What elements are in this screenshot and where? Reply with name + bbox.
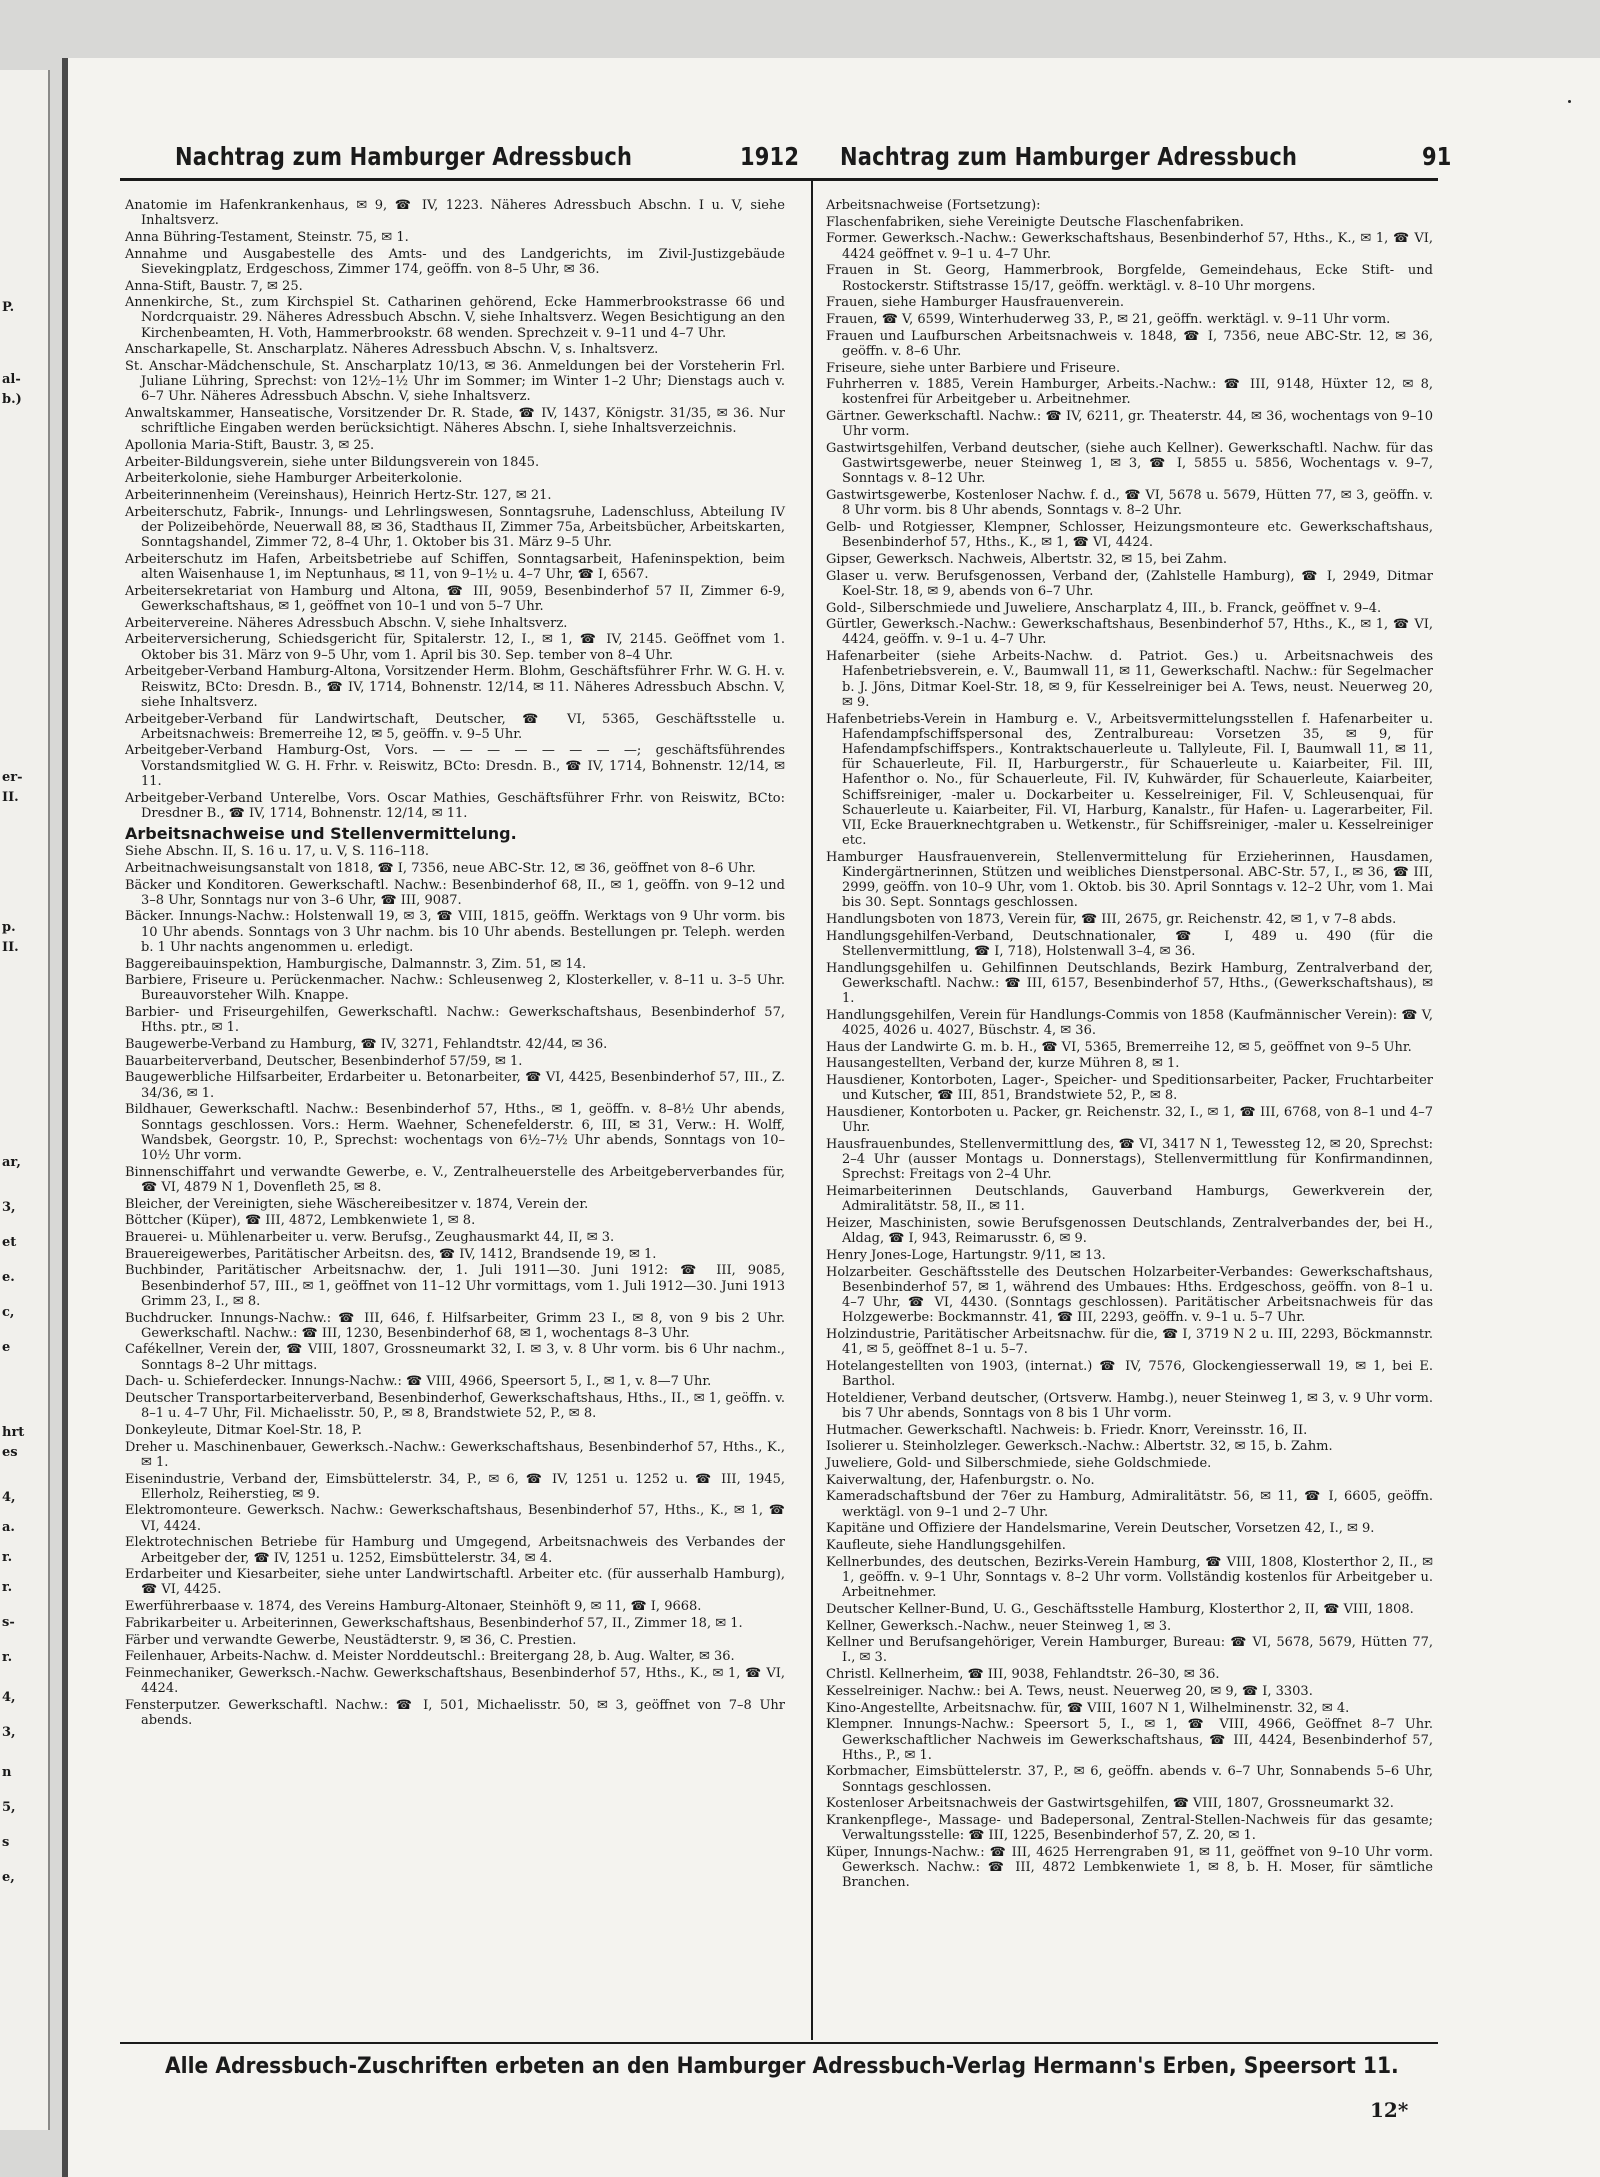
signature-mark: 12* bbox=[1370, 2098, 1409, 2122]
directory-entry: Eisenindustrie, Verband der, Eimsbüttelerstr. 34, P., ✉ 6, ☎ IV, 1251 u. 1252 u. ☎ III, 1945, Ellerholz, Reiherstieg, ✉ 9. bbox=[125, 1471, 785, 1502]
page-header bbox=[175, 86, 1452, 171]
directory-entry: Arbeitersekretariat von Hamburg und Altona, ☎ III, 9059, Besenbinderhof 57 II, Zimmer 6-9, Gewerkschaftshaus, ✉ 1, geöffnet von 10–1 und von 5–7 Uhr. bbox=[125, 583, 785, 615]
directory-entry: Arbeiterkolonie, siehe Hamburger Arbeiterkolonie. bbox=[125, 471, 463, 487]
directory-entry: Kameradschaftsbund der 76er zu Hamburg, Admiralitätstr. 56, ✉ 11, ☎ I, 6605, geöffn. werktägl. von 9–1 und 2–7 Uhr. bbox=[826, 1489, 1433, 1520]
directory-entry: Isolierer u. Steinholzleger. Gewerksch.-Nachw.: Albertstr. 32, ✉ 15, b. Zahm. bbox=[826, 1439, 1333, 1455]
directory-entry: Heimarbeiterinnen Deutschlands, Gauverband Hamburgs, Gewerkverein der, Admiralitätstr. 58, II., ✉ 11. bbox=[826, 1184, 1433, 1215]
directory-entry: Arbeitgeber-Verband Unterelbe, Vors. Oscar Mathies, Geschäftsführer Frhr. von Reiswitz, BCto: Dresdner B., ☎ IV, 1714, Bohnenstr. 12/14, ✉ 11. bbox=[125, 790, 785, 821]
directory-entry: Hausfrauenbundes, Stellenvermittlung des, ☎ VI, 3417 N 1, Tewessteg 12, ✉ 20, Sprechst: 2–4 Uhr (ausser Montags u. Donnerstags), Stellenvermittlung für Konfirmandinnen, Sprechst: Freitags von 2–4 Uhr. bbox=[826, 1136, 1433, 1183]
header-left-title: Nachtrag zum Hamburger Adressbuch bbox=[175, 142, 633, 171]
directory-entry: Feilenhauer, Arbeits-Nachw. d. Meister Norddeutschl.: Breitergang 28, b. Aug. Walter, ✉ 36. bbox=[125, 1649, 735, 1665]
directory-entry: Siehe Abschn. II, S. 16 u. 17, u. V, S. 116–118. bbox=[125, 844, 429, 860]
directory-entry: Haus der Landwirte G. m. b. H., ☎ VI, 5365, Bremerreihe 12, ✉ 5, geöffnet von 9–5 Uhr. bbox=[826, 1039, 1412, 1055]
previous-page-fragment: p. bbox=[2, 920, 16, 935]
directory-entry: Dreher u. Maschinenbauer, Gewerksch.-Nachw.: Gewerkschaftshaus, Besenbinderhof 57, Hths., K., ✉ 1. bbox=[125, 1439, 785, 1470]
directory-entry: Klempner. Innungs-Nachw.: Speersort 5, I., ✉ 1, ☎ VIII, 4966, Geöffnet 8–7 Uhr. Gewerkschaftlicher Nachweis im Gewerkschaftshaus, ☎ III, 4424, Besenbinderhof 57, Hths., P., ✉ 1. bbox=[826, 1717, 1433, 1763]
previous-page-fragment: er- bbox=[2, 770, 23, 785]
directory-entry: Kellner und Berufsangehöriger, Verein Hamburger, Bureau: ☎ VI, 5678, 5679, Hütten 77, I., ✉ 3. bbox=[826, 1635, 1433, 1666]
directory-entry: Anwaltskammer, Hanseatische, Vorsitzender Dr. R. Stade, ☎ IV, 1437, Königstr. 31/35, ✉ 36. Nur schriftliche Eingaben werden berücksichtigt. Näheres Abschn. I, siehe Inhaltsverzeichnis. bbox=[125, 406, 785, 437]
directory-entry: Handlungsgehilfen-Verband, Deutschnationaler, ☎ I, 489 u. 490 (für die Stellenvermittlung, ☎ I, 718), Holstenwall 3–4, ✉ 36. bbox=[826, 928, 1433, 960]
directory-entry: Christl. Kellnerheim, ☎ III, 9038, Fehlandtstr. 26–30, ✉ 36. bbox=[826, 1667, 1220, 1683]
directory-entry: Bäcker und Konditoren. Gewerkschaftl. Nachw.: Besenbinderhof 68, II., ✉ 1, geöffn. von 9–12 und 3–8 Uhr, Sonntags nur von 3–6 Uhr, ☎ III, 9087. bbox=[125, 877, 785, 908]
directory-entry: Feinmechaniker, Gewerksch.-Nachw. Gewerkschaftshaus, Besenbinderhof 57, Hths., K., ✉ 1, ☎ VI, 4424. bbox=[125, 1665, 785, 1697]
previous-page-fragment: P. bbox=[2, 300, 15, 315]
header-year: 1912 bbox=[740, 142, 800, 171]
directory-entry: Former. Gewerksch.-Nachw.: Gewerkschaftshaus, Besenbinderhof 57, Hths., K., ✉ 1, ☎ VI, 4424 geöffnet v. 9–1 u. 4–7 Uhr. bbox=[826, 231, 1433, 262]
directory-entry: Bauarbeiterverband, Deutscher, Besenbinderhof 57/59, ✉ 1. bbox=[125, 1053, 523, 1069]
directory-entry: Cafékellner, Verein der, ☎ VIII, 1807, Grossneumarkt 32, I. ✉ 3, v. 8 Uhr vorm. bis 6 Uhr nachm., Sonntags 8–2 Uhr mittags. bbox=[125, 1342, 785, 1373]
previous-page-fragment: 3, bbox=[2, 1725, 16, 1740]
directory-entry: Kaiverwaltung, der, Hafenburgstr. o. No. bbox=[826, 1472, 1095, 1488]
directory-entry: Annahme und Ausgabestelle des Amts- und des Landgerichts, im Zivil-Justizgebäude Sievekingplatz, Erdgeschoss, Zimmer 174, geöffn. von 8–5 Uhr, ✉ 36. bbox=[125, 246, 785, 277]
previous-page-fragment: 4, bbox=[2, 1490, 16, 1505]
footer-notice: Alle Adressbuch-Zuschriften erbeten an den Hamburger Adressbuch-Verlag Hermann's Erben, Speersort 11. bbox=[165, 2054, 1399, 2079]
directory-entry: Friseure, siehe unter Barbiere und Friseure. bbox=[826, 360, 1121, 376]
directory-entry: Handlungsboten von 1873, Verein für, ☎ III, 2675, gr. Reichenstr. 42, ✉ 1, v 7–8 abds. bbox=[826, 912, 1397, 928]
directory-entry: Arbeitnachweisungsanstalt von 1818, ☎ I, 7356, neue ABC-Str. 12, ✉ 36, geöffnet von 8–6 Uhr. bbox=[125, 860, 756, 876]
continuation-heading: Arbeitsnachweise (Fortsetzung): bbox=[826, 198, 1041, 213]
directory-entry: Kellnerbundes, des deutschen, Bezirks-Verein Hamburg, ☎ VIII, 1808, Klosterthor 2, II., ✉ 1, geöffn. v. 9–1 Uhr, Sonntags v. 8–2 Uhr vorm. Vollständig kostenlos für Arbeitgeber u. Arbeitnehmer. bbox=[826, 1554, 1433, 1601]
previous-page-fragment: II. bbox=[2, 790, 19, 805]
directory-entry: Gastwirtsgewerbe, Kostenloser Nachw. f. d., ☎ VI, 5678 u. 5679, Hütten 77, ✉ 3, geöffn. v. 8 Uhr vorm. bis 8 Uhr abends, Sonntags v. 8–2 Uhr. bbox=[826, 488, 1433, 519]
directory-entry: Gürtler, Gewerksch.-Nachw.: Gewerkschaftshaus, Besenbinderhof 57, Hths., K., ✉ 1, ☎ VI, 4424, geöffn. v. 9–1 u. 4–7 Uhr. bbox=[826, 617, 1433, 648]
directory-entry: Heizer, Maschinisten, sowie Berufsgenossen Deutschlands, Zentralverbandes der, bei H., Aldag, ☎ I, 943, Reimarusstr. 6, ✉ 9. bbox=[826, 1216, 1433, 1247]
previous-page-fragment: r. bbox=[2, 1580, 13, 1595]
right-column bbox=[826, 198, 1433, 1892]
directory-entry: Krankenpflege-, Massage- und Badepersonal, Zentral-Stellen-Nachweis für das gesamte; Verwaltungsstelle: ☎ III, 1225, Besenbinderhof 57, Z. 20, ✉ 1. bbox=[826, 1813, 1433, 1844]
directory-entry: Böttcher (Küper), ☎ III, 4872, Lembkenwiete 1, ✉ 8. bbox=[125, 1213, 476, 1229]
directory-entry: Baugewerbliche Hilfsarbeiter, Erdarbeiter u. Betonarbeiter, ☎ VI, 4425, Besenbinderhof 57, III., Z. 34/36, ✉ 1. bbox=[125, 1070, 785, 1101]
directory-entry: Anscharkapelle, St. Anscharplatz. Näheres Adressbuch Abschn. V, s. Inhaltsverz. bbox=[125, 342, 659, 358]
directory-entry: Hutmacher. Gewerkschaftl. Nachweis: b. Friedr. Knorr, Vereinsstr. 16, II. bbox=[826, 1422, 1308, 1438]
previous-page-fragment: e bbox=[2, 1340, 11, 1355]
directory-entry: Gärtner. Gewerkschaftl. Nachw.: ☎ IV, 6211, gr. Theaterstr. 44, ✉ 36, wochentags von 9–10 Uhr vorm. bbox=[826, 409, 1433, 440]
previous-page-fragment: es bbox=[2, 1445, 18, 1460]
previous-page-fragment: b.) bbox=[2, 392, 22, 407]
directory-entry: Binnenschiffahrt und verwandte Gewerbe, e. V., Zentralheuerstelle des Arbeitgeberverbandes für, ☎ VI, 4879 N 1, Dovenfleth 25, ✉ 8. bbox=[125, 1164, 785, 1195]
directory-entry: Hafenarbeiter (siehe Arbeits-Nachw. d. Patriot. Ges.) u. Arbeitsnachweis des Hafenbetriebsverein, e. V., Baumwall 11, ✉ 11, Gewerkschaftl. Nachw.: für Segelmacher b. J. Jöns, Ditmar Koel-Str. 18, ✉ 9, für Kesselreiniger bei A. Tews, neust. Neuerweg 20, ✉ 9. bbox=[826, 649, 1433, 710]
previous-page-fragment: e, bbox=[2, 1870, 15, 1885]
directory-entry: Apollonia Maria-Stift, Baustr. 3, ✉ 25. bbox=[125, 438, 375, 454]
previous-page-fragment: r. bbox=[2, 1550, 13, 1565]
directory-entry: Bleicher, der Vereinigten, siehe Wäschereibesitzer v. 1874, Verein der. bbox=[125, 1196, 589, 1212]
directory-entry: Ewerführerbaase v. 1874, des Vereins Hamburg-Altonaer, Steinhöft 9, ✉ 11, ☎ I, 9668. bbox=[125, 1599, 702, 1615]
dust-speck bbox=[1568, 100, 1571, 103]
directory-entry: Kino-Angestellte, Arbeitsnachw. für, ☎ VIII, 1607 N 1, Wilhelminenstr. 32, ✉ 4. bbox=[826, 1700, 1350, 1716]
directory-entry: Gastwirtsgehilfen, Verband deutscher, (siehe auch Kellner). Gewerkschaftl. Nachw. für das Gastwirtsgewerbe, neuer Steinweg 1, ✉ 3, ☎ I, 5855 u. 5856, Wochentags v. 9–7, Sonntags v. 8–12 Uhr. bbox=[826, 441, 1433, 487]
directory-entry: Gipser, Gewerksch. Nachweis, Albertstr. 32, ✉ 15, bei Zahm. bbox=[826, 551, 1228, 567]
directory-entry: Gelb- und Rotgiesser, Klempner, Schlosser, Heizungsmonteure etc. Gewerkschaftshaus, Besenbinderhof 57, Hths., K., ✉ 1, ☎ VI, 4424. bbox=[826, 520, 1433, 551]
directory-entry: Holzarbeiter. Geschäftsstelle des Deutschen Holzarbeiter-Verbandes: Gewerkschaftshaus, Besenbinderhof 57, ✉ 1, während des Umbaues: Hths. Erdgeschoss, geöffn. von 8–1 u. 4–7 Uhr, ☎ VI, 4430. (Sonntags geschlossen). Paritätischer Arbeitsnachweis für das Holzgewerbe: Bockmannstr. 41, ☎ III, 2293, geöffn. v. 9–1 u. 5–7 Uhr. bbox=[826, 1264, 1433, 1326]
directory-entry: Hamburger Hausfrauenverein, Stellenvermittelung für Erzieherinnen, Hausdamen, Kindergärtnerinnen, Stützen und weibliches Dienstpersonal. ABC-Str. 57, I., ✉ 36, ☎ III, 2999, geöffn. von 10–9 Uhr, vom 1. Oktob. bis 30. April Sonntags v. 12–2 Uhr, vom 1. Mai bis 30. Sept. Sonntags geschlossen. bbox=[826, 849, 1433, 911]
directory-entry: Frauen und Laufburschen Arbeitsnachweis v. 1848, ☎ I, 7356, neue ABC-Str. 12, ✉ 36, geöffn. v. 8–6 Uhr. bbox=[826, 328, 1433, 359]
column-divider bbox=[811, 180, 813, 2040]
previous-page-fragment: II. bbox=[2, 940, 19, 955]
previous-page-fragment: a. bbox=[2, 1520, 15, 1535]
previous-page-edge bbox=[0, 70, 50, 2130]
directory-entry: Barbier- und Friseurgehilfen, Gewerkschaftl. Nachw.: Gewerkschaftshaus, Besenbinderhof 57, Hths. ptr., ✉ 1. bbox=[125, 1005, 785, 1036]
directory-entry: Deutscher Transportarbeiterverband, Besenbinderhof, Gewerkschaftshaus, Hths., II., ✉ 1, geöffn. v. 8–1 u. 4–7 Uhr, Fil. Michaelisstr. 50, P., ✉ 8, Brandstwiete 52, P., ✉ 8. bbox=[125, 1391, 785, 1422]
directory-entry: Arbeitgeber-Verband Hamburg-Altona, Vorsitzender Herm. Blohm, Geschäftsführer Frhr. W. G. H. v. Reiswitz, BCto: Dresdn. B., ☎ IV, 1714, Bohnenstr. 12/14, ✉ 11. Näheres Adressbuch Abschn. V, siehe Inhaltsverz. bbox=[125, 664, 785, 710]
directory-entry: Frauen, ☎ V, 6599, Winterhuderweg 33, P., ✉ 21, geöffn. werktägl. v. 9–11 Uhr vorm. bbox=[826, 311, 1391, 327]
previous-page-fragment: r. bbox=[2, 1650, 13, 1665]
section-heading: Arbeitsnachweise und Stellenvermittelung. bbox=[125, 823, 517, 843]
previous-page-fragment: n bbox=[2, 1765, 12, 1780]
directory-entry: Barbiere, Friseure u. Perückenmacher. Nachw.: Schleusenweg 2, Klosterkeller, v. 8–11 u. 3–5 Uhr. Bureauvorsteher Wilh. Knappe. bbox=[125, 973, 785, 1004]
directory-entry: Elektrotechnischen Betriebe für Hamburg und Umgegend, Arbeitsnachweis des Verbandes der Arbeitgeber der, ☎ IV, 1251 u. 1252, Eimsbüttelerstr. 34, ✉ 4. bbox=[125, 1535, 785, 1566]
header-rule bbox=[120, 178, 1438, 181]
directory-entry: Brauereigewerbes, Paritätischer Arbeitsn. des, ☎ IV, 1412, Brandsende 19, ✉ 1. bbox=[125, 1246, 657, 1262]
directory-entry: Hausangestellten, Verband der, kurze Mühren 8, ✉ 1. bbox=[826, 1056, 1180, 1072]
directory-entry: Deutscher Kellner-Bund, U. G., Geschäftsstelle Hamburg, Klosterthor 2, II, ☎ VIII, 1808. bbox=[826, 1601, 1414, 1617]
directory-entry: Arbeitgeber-Verband Hamburg-Ost, Vors. — — — — — — — —; geschäftsführendes Vorstandsmitglied W. G. H. Frhr. v. Reiswitz, BCto: Dresdn. B., ☎ IV, 1714, Bohnenstr. 12/14, ✉ 11. bbox=[125, 743, 785, 789]
directory-entry: Arbeitervereine. Näheres Adressbuch Abschn. V, siehe Inhaltsverz. bbox=[125, 615, 568, 631]
previous-page-fragment: 4, bbox=[2, 1690, 16, 1705]
directory-entry: Brauerei- u. Mühlenarbeiter u. verw. Berufsg., Zeughausmarkt 44, II, ✉ 3. bbox=[125, 1230, 615, 1245]
directory-entry: Anna Bühring-Testament, Steinstr. 75, ✉ 1. bbox=[125, 229, 409, 245]
previous-page-fragment: al- bbox=[2, 372, 21, 387]
directory-entry: Hotelangestellten von 1903, (internat.) ☎ IV, 7576, Glockengiesserwall 19, ✉ 1, bei E. Barthol. bbox=[826, 1358, 1433, 1390]
directory-entry: Baugewerbe-Verband zu Hamburg, ☎ IV, 3271, Fehlandtstr. 42/44, ✉ 36. bbox=[125, 1037, 608, 1053]
footer-rule bbox=[120, 2042, 1438, 2044]
directory-entry: Elektromonteure. Gewerksch. Nachw.: Gewerkschaftshaus, Besenbinderhof 57, Hths., K., ✉ 1, ☎ VI, 4424. bbox=[125, 1503, 785, 1534]
directory-entry: Arbeiterschutz im Hafen, Arbeitsbetriebe auf Schiffen, Sonntagsarbeit, Hafeninspektion, beim alten Waisenhause 1, im Neptunhaus, ✉ 11, von 9–1½ u. 4–7 Uhr, ☎ I, 6567. bbox=[125, 551, 785, 583]
directory-entry: Handlungsgehilfen, Verein für Handlungs-Commis von 1858 (Kaufmännischer Verein): ☎ V, 4025, 4026 u. 4027, Büschstr. 4, ✉ 36. bbox=[826, 1007, 1433, 1039]
directory-entry: Kellner, Gewerksch.-Nachw., neuer Steinweg 1, ✉ 3. bbox=[826, 1618, 1172, 1634]
directory-entry: Arbeiter-Bildungsverein, siehe unter Bildungsverein von 1845. bbox=[125, 454, 540, 470]
directory-entry: Annenkirche, St., zum Kirchspiel St. Catharinen gehörend, Ecke Hammerbrookstrasse 66 und Nordcrquaistr. 29. Näheres Adressbuch Abschn. V, siehe Inhaltsverz. Wegen Besichtigung an den Kirchenbeamten, H. Voth, Hammerbrookstr. 68 wenden. Sprechzeit v. 9–11 und 4–7 Uhr. bbox=[125, 295, 785, 341]
previous-page-fragment: c, bbox=[2, 1305, 15, 1320]
directory-entry: Flaschenfabriken, siehe Vereinigte Deutsche Flaschenfabriken. bbox=[826, 214, 1244, 230]
previous-page-fragment: hrt bbox=[2, 1425, 25, 1440]
directory-entry: Bäcker. Innungs-Nachw.: Holstenwall 19, ✉ 3, ☎ VIII, 1815, geöffn. Werktags von 9 Uhr vorm. bis 10 Uhr abends. Sonntags von 3 Uhr nachm. bis 10 Uhr abends. Bestellungen pr. Teleph. werden b. 1 Uhr nachts angenommen u. erledigt. bbox=[125, 909, 785, 955]
directory-entry: Kostenloser Arbeitsnachweis der Gastwirtsgehilfen, ☎ VIII, 1807, Grossneumarkt 32. bbox=[826, 1796, 1394, 1812]
directory-entry: Färber und verwandte Gewerbe, Neustädterstr. 9, ✉ 36, C. Prestien. bbox=[125, 1632, 577, 1648]
previous-page-fragment: e. bbox=[2, 1270, 15, 1285]
directory-entry: Fuhrherren v. 1885, Verein Hamburger, Arbeits.-Nachw.: ☎ III, 9148, Hüxter 12, ✉ 8, kostenfrei für Arbeitgeber u. Arbeitnehmer. bbox=[826, 377, 1433, 408]
directory-entry: Handlungsgehilfen u. Gehilfinnen Deutschlands, Bezirk Hamburg, Zentralverband der, Gewerkschaftl. Nachw.: ☎ III, 6157, Besenbinderhof 57, Hths., (Gewerkschaftshaus), ✉ 1. bbox=[826, 960, 1433, 1007]
directory-entry: Fensterputzer. Gewerkschaftl. Nachw.: ☎ I, 501, Michaelisstr. 50, ✉ 3, geöffnet von 7–8 Uhr abends. bbox=[125, 1697, 785, 1729]
directory-entry: Baggereibauinspektion, Hamburgische, Dalmannstr. 3, Zim. 51, ✉ 14. bbox=[125, 956, 587, 972]
directory-entry: Holzindustrie, Paritätischer Arbeitsnachw. für die, ☎ I, 3719 N 2 u. III, 2293, Böckmannstr. 41, ✉ 5, geöffnet 8–1 u. 5–7. bbox=[826, 1326, 1433, 1358]
directory-entry: Kapitäne und Offiziere der Handelsmarine, Verein Deutscher, Vorsetzen 42, I., ✉ 9. bbox=[826, 1521, 1375, 1537]
directory-entry: Frauen, siehe Hamburger Hausfrauenverein. bbox=[826, 295, 1125, 311]
page-number: 91 bbox=[1422, 142, 1452, 171]
directory-entry: Glaser u. verw. Berufsgenossen, Verband der, (Zahlstelle Hamburg), ☎ I, 2949, Ditmar Koel-Str. 18, ✉ 9, abends von 6–7 Uhr. bbox=[826, 568, 1433, 599]
directory-entry: Hausdiener, Kontorboten, Lager-, Speicher- und Speditionsarbeiter, Packer, Fruchtarbeiter und Kutscher, ☎ III, 851, Brandstwiete 52, P., ✉ 8. bbox=[826, 1073, 1433, 1104]
directory-entry: St. Anschar-Mädchenschule, St. Anscharplatz 10/13, ✉ 36. Anmeldungen bei der Vorsteherin Frl. Juliane Lühring, Sprechst: von 12½–1½ Uhr im Sommer; im Winter 1–2 Uhr; Dienstags auch v. 6–7 Uhr. Näheres Adressbuch Abschn. V, siehe Inhaltsverz. bbox=[125, 359, 785, 405]
directory-entry: Hausdiener, Kontorboten u. Packer, gr. Reichenstr. 32, I., ✉ 1, ☎ III, 6768, von 8–1 und 4–7 Uhr. bbox=[826, 1105, 1433, 1136]
previous-page-fragment: 5, bbox=[2, 1800, 16, 1815]
directory-entry: Anatomie im Hafenkrankenhaus, ✉ 9, ☎ IV, 1223. Näheres Adressbuch Abschn. I u. V, siehe Inhaltsverz. bbox=[125, 198, 785, 229]
directory-entry: Erdarbeiter und Kiesarbeiter, siehe unter Landwirtschaftl. Arbeiter etc. (für ausserhalb Hamburg), ☎ VI, 4425. bbox=[125, 1567, 785, 1598]
directory-entry: Juweliere, Gold- und Silberschmiede, siehe Goldschmiede. bbox=[826, 1456, 1212, 1472]
directory-entry: Bildhauer, Gewerkschaftl. Nachw.: Besenbinderhof 57, Hths., ✉ 1, geöffn. v. 8–8½ Uhr abends, Sonntags geschlossen. Vors.: Herm. Waehner, Schenefelderstr. 6, III, ✉ 31, Verw.: H. Wolff, Wandsbek, Georgstr. 10, P., Sprechst: wochentags von 6½–7½ Uhr abends, Sonntags von 10–10½ Uhr vorm. bbox=[125, 1102, 785, 1163]
directory-entry: Frauen in St. Georg, Hammerbrook, Borgfelde, Gemeindehaus, Ecke Stift- und Rostockerstr. Stiftstrasse 15/17, geöffn. werktägl. v. 8–10 Uhr morgens. bbox=[826, 263, 1433, 294]
previous-page-fragment: ar, bbox=[2, 1155, 21, 1170]
previous-page-fragment: s bbox=[2, 1835, 10, 1850]
directory-entry: Arbeiterversicherung, Schiedsgericht für, Spitalerstr. 12, I., ✉ 1, ☎ IV, 2145. Geöffnet vom 1. Oktober bis 31. März von 9–5 Uhr, vom 1. April bis 30. Sep. tember von 8–4 Uhr. bbox=[125, 632, 785, 663]
directory-entry: Henry Jones-Loge, Hartungstr. 9/11, ✉ 13. bbox=[826, 1247, 1106, 1263]
directory-entry: Hoteldiener, Verband deutscher, (Ortsverw. Hambg.), neuer Steinweg 1, ✉ 3, v. 9 Uhr vorm. bis 7 Uhr abends, Sonntags von 8 bis 1 Uhr vorm. bbox=[826, 1390, 1433, 1421]
directory-entry: Donkeyleute, Ditmar Koel-Str. 18, P. bbox=[125, 1422, 362, 1438]
directory-entry: Arbeiterinnenheim (Vereinshaus), Heinrich Hertz-Str. 127, ✉ 21. bbox=[125, 488, 552, 504]
directory-entry: Korbmacher, Eimsbüttelerstr. 37, P., ✉ 6, geöffn. abends v. 6–7 Uhr, Sonnabends 5–6 Uhr, Sonntags geschlossen. bbox=[826, 1764, 1433, 1795]
directory-entry: Dach- u. Schieferdecker. Innungs-Nachw.: ☎ VIII, 4966, Speersort 5, I., ✉ 1, v. 8—7 Uhr. bbox=[125, 1374, 712, 1390]
previous-page-fragment: s- bbox=[2, 1615, 15, 1630]
directory-entry: Anna-Stift, Baustr. 7, ✉ 25. bbox=[125, 278, 303, 294]
directory-entry: Gold-, Silberschmiede und Juweliere, Anscharplatz 4, III., b. Franck, geöffnet v. 9–4. bbox=[826, 600, 1382, 616]
header-right-title: Nachtrag zum Hamburger Adressbuch bbox=[840, 142, 1298, 171]
directory-entry: Hafenbetriebs-Verein in Hamburg e. V., Arbeitsvermittelungsstellen f. Hafenarbeiter u. Hafendampfschiffspersonal des, Zentralbureau: Vorsetzen 35, ✉ 9, für Hafendampfschiffspers., Kontraktschauerleute u. Tallyleute, Fil. I, Baumwall 11, ✉ 11, für Schauerleute, Fil. II, Harburgerstr., für Schauerleute u. Kaiarbeiter, Fil. III, Hafenthor o. No., für Schauerleute, Fil. IV, Kuhwärder, für Schauerleute, Kaiarbeiter, Schiffsreiniger, -maler u. Dockarbeiter u. Kesselreiniger, Fil. V, Schleusenquai, für Schauerleute u. Kaiarbeiter, Fil. VI, Harburg, Kanalstr., für Hafen- u. Lagerarbeiter, Fil. VII, Ecke Brauerknechtgraben u. Wetkenstr., für Schiffsreiniger, -maler u. Kesselreiniger etc. bbox=[826, 711, 1433, 849]
directory-entry: Kesselreiniger. Nachw.: bei A. Tews, neust. Neuerweg 20, ✉ 9, ☎ I, 3303. bbox=[826, 1683, 1313, 1699]
previous-page-fragment: et bbox=[2, 1235, 17, 1250]
previous-page-fragment: 3, bbox=[2, 1200, 16, 1215]
directory-entry: Fabrikarbeiter u. Arbeiterinnen, Gewerkschaftshaus, Besenbinderhof 57, II., Zimmer 18, ✉ 1. bbox=[125, 1615, 743, 1631]
directory-entry: Arbeitgeber-Verband für Landwirtschaft, Deutscher, ☎ VI, 5365, Geschäftsstelle u. Arbeitsnachweis: Bremerreihe 12, ✉ 5, geöffn. v. 9–5 Uhr. bbox=[125, 711, 785, 742]
directory-entry: Arbeiterschutz, Fabrik-, Innungs- und Lehrlingswesen, Sonntagsruhe, Ladenschluss, Abteilung IV der Polizeibehörde, Neuerwall 88, ✉ 36, Stadthaus II, Zimmer 75a, Arbeitsbücher, Arbeitskarten, Sonntagshandel, Zimmer 72, 8–4 Uhr, 1. Oktober bis 31. März 9–5 Uhr. bbox=[125, 504, 785, 551]
directory-entry: Kaufleute, siehe Handlungsgehilfen. bbox=[826, 1538, 1066, 1554]
left-column bbox=[125, 198, 785, 1730]
directory-entry: Buchdrucker. Innungs-Nachw.: ☎ III, 646, f. Hilfsarbeiter, Grimm 23 I., ✉ 8, von 9 bis 2 Uhr. Gewerkschaftl. Nachw.: ☎ III, 1230, Besenbinderhof 68, ✉ 1, wochentags 8–3 Uhr. bbox=[125, 1310, 785, 1341]
directory-entry: Küper, Innungs-Nachw.: ☎ III, 4625 Herrengraben 91, ✉ 11, geöffnet von 9–10 Uhr vorm. Gewerksch. Nachw.: ☎ III, 4872 Lembkenwiete 1, ✉ 8, b. H. Moser, für sämtliche Branchen. bbox=[826, 1844, 1433, 1891]
directory-entry: Buchbinder, Paritätischer Arbeitsnachw. der, 1. Juli 1911—30. Juni 1912: ☎ III, 9085, Besenbinderhof 57, III., ✉ 1, geöffnet von 11–12 Uhr vormittags, vom 1. Juli 1912—30. Juni 1913 Grimm 23, I., ✉ 8. bbox=[125, 1263, 785, 1309]
